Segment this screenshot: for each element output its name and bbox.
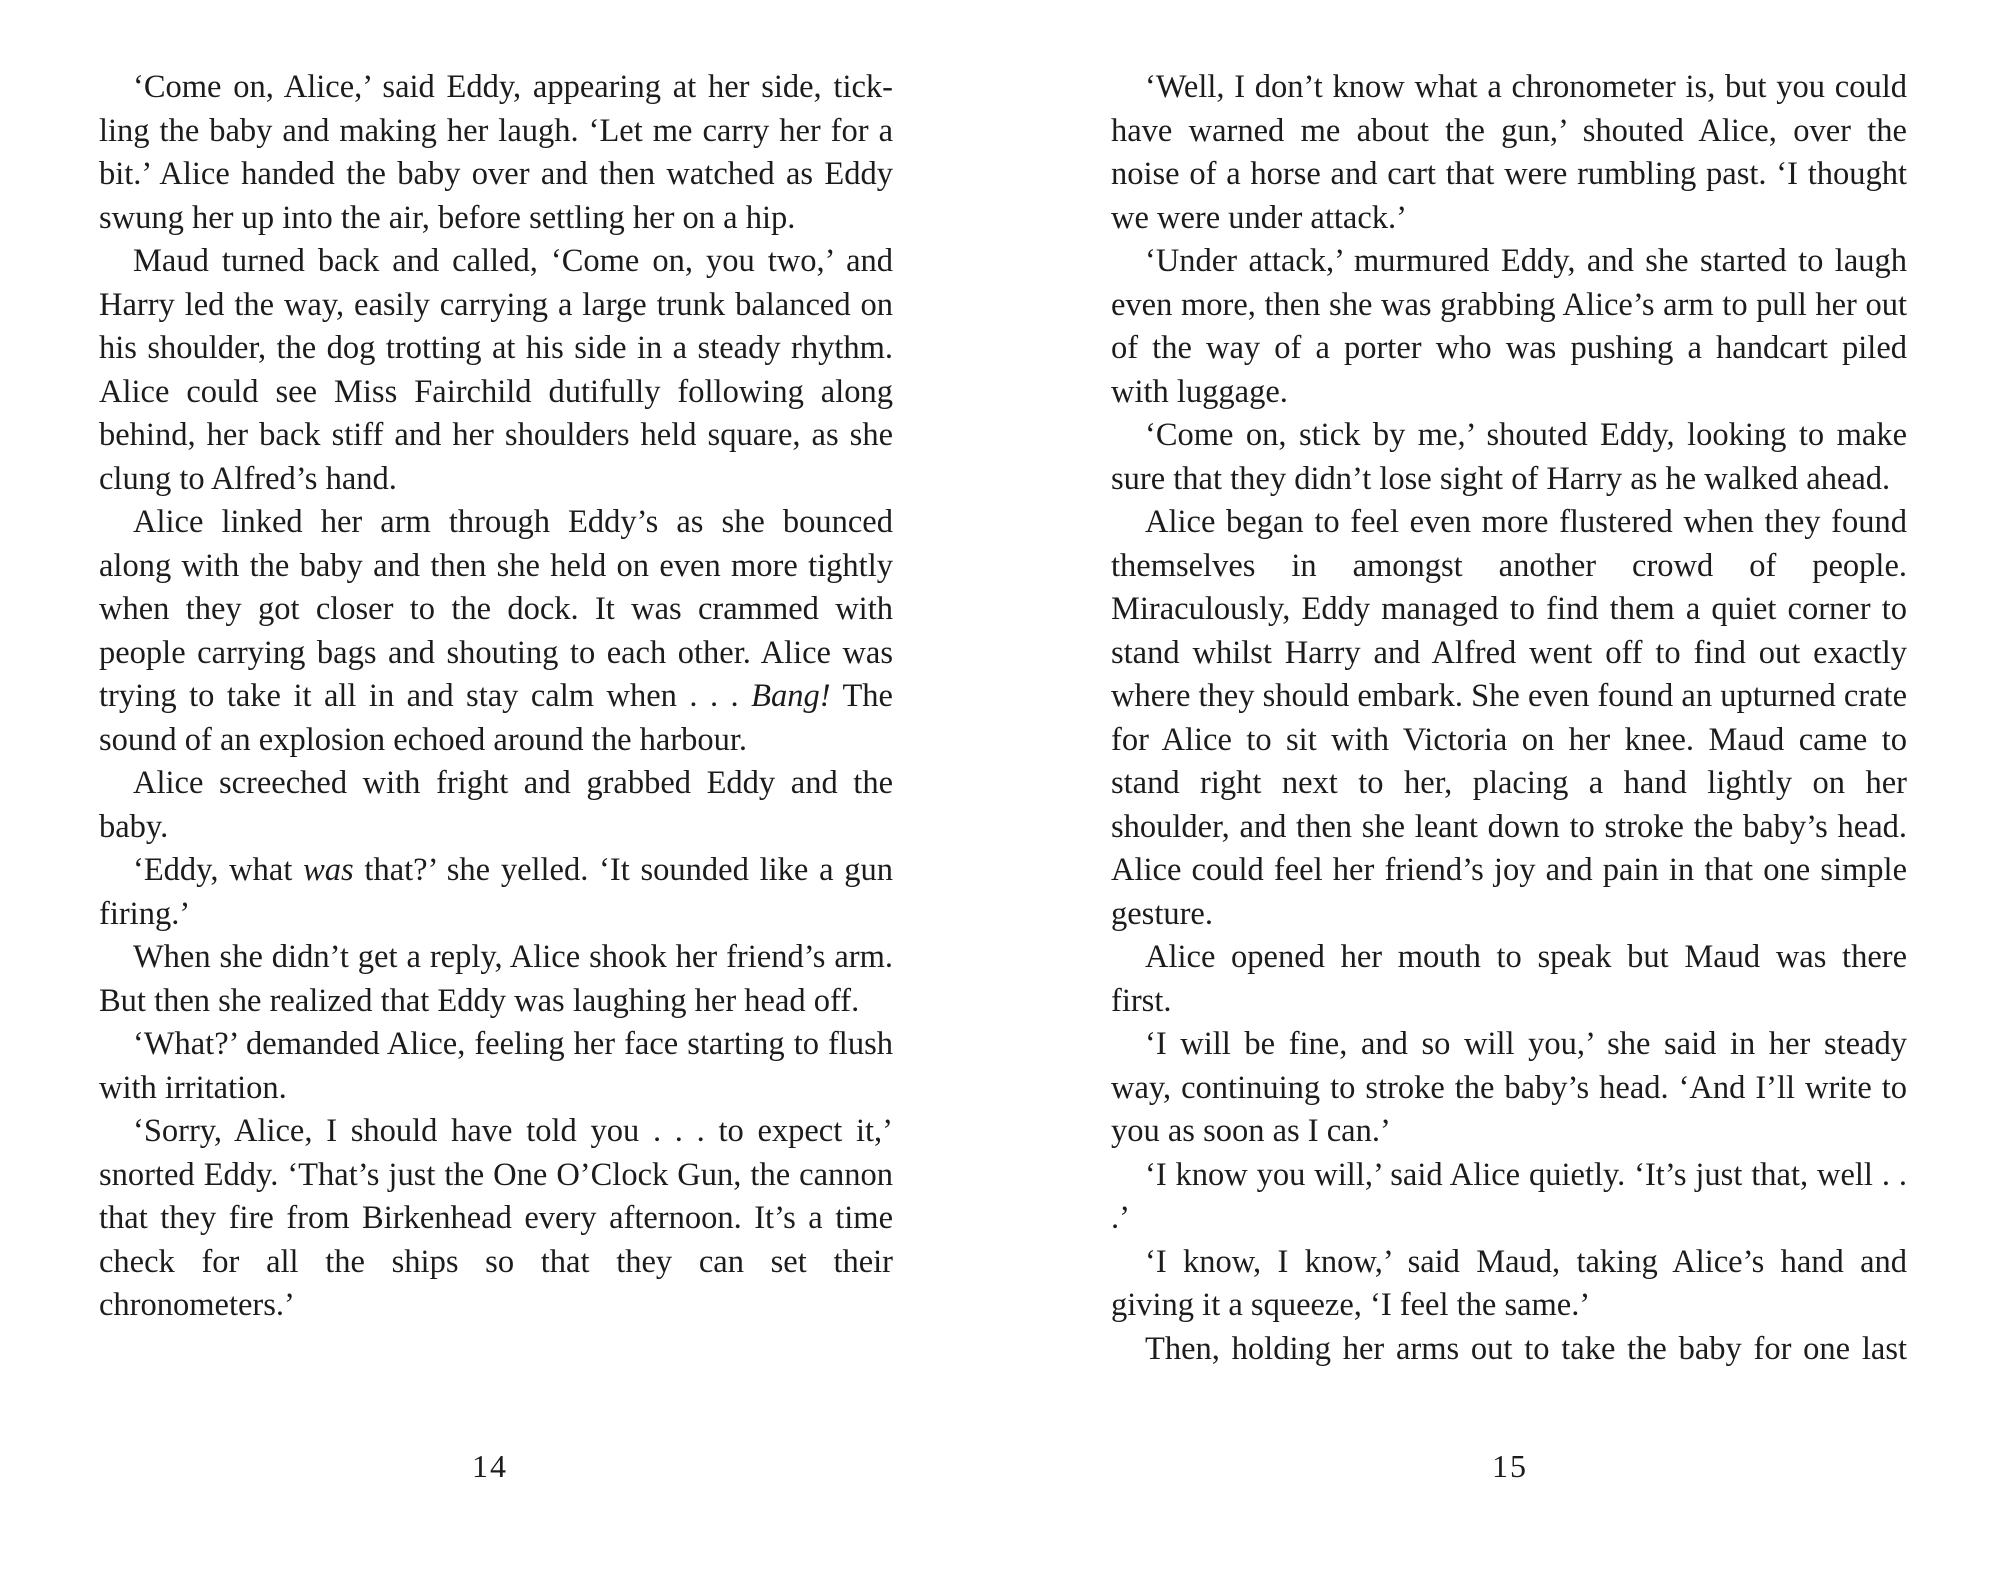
right-page-text — [1111, 66, 1907, 1371]
paragraph-text: Alice linked her arm through Eddy’s as she bounced along with the baby and then she held on even more tightly when they got closer to the dock. It was crammed with people carrying bags and shouting to each other. Alice was trying to take it all in and stay calm when . . . — [99, 504, 893, 714]
paragraph: ‘What?’ demanded Alice, feeling her face starting to flush with irritation. — [99, 1026, 893, 1106]
emphasis: was — [303, 852, 354, 888]
paragraph: ‘Under attack,’ murmured Eddy, and she started to laugh even more, then she was grabbing Alice’s arm to pull her out of the way of a porter who was pushing a handcart piled with luggage. — [1111, 243, 1907, 410]
paragraph: Alice screeched with fright and grabbed Eddy and the baby. — [99, 765, 893, 845]
paragraph-text: ‘Eddy, what — [133, 852, 304, 888]
paragraph: When she didn’t get a reply, Alice shook her friend’s arm. But then she realized that Eddy was laughing her head off. — [99, 939, 893, 1019]
paragraph: ‘Well, I don’t know what a chronometer is, but you could have warned me about the gun,’ shouted Alice, over the noise of a horse and cart that were rumbling past. ‘I thought we were under attack.’ — [1111, 69, 1907, 236]
paragraph: Then, holding her arms out to take the baby for one last — [1145, 1330, 1907, 1367]
paragraph — [99, 501, 893, 762]
paragraph: Alice began to feel even more flustered when they found themselves in amongst another crowd of people. Miraculously, Eddy managed to find them a quiet corner to stand whilst Harry and Alfred went off to find out exactly where they should embark. She even found an upturned crate for Alice to sit with Victoria on her knee. Maud came to stand right next to her, placing a hand lightly on her shoulder, and then she leant down to stroke the baby’s head. Alice could feel her friend’s joy and pain in that one simple gesture. — [1111, 504, 1907, 932]
paragraph: ‘Come on, stick by me,’ shouted Eddy, looking to make sure that they didn’t lose sight of Harry as he walked ahead. — [1111, 417, 1907, 497]
left-page-text — [99, 66, 893, 1328]
paragraph: ‘I know, I know,’ said Maud, taking Alice’s hand and giving it a squeeze, ‘I feel the same.’ — [1111, 1243, 1907, 1323]
paragraph: ‘Sorry, Alice, I should have told you . . . to expect it,’ snorted Eddy. ‘That’s just the One O’Clock Gun, the cannon that they fire from Birkenhead every afternoon. It’s a time check for all the ships so that they can set their chronometers.’ — [99, 1113, 893, 1323]
paragraph: ‘I will be fine, and so will you,’ she said in her steady way, continuing to stroke the baby’s head. ‘And I’ll write to you as soon as I can.’ — [1111, 1026, 1907, 1149]
emphasis: Bang! — [751, 678, 831, 714]
paragraph: ‘Come on, Alice,’ said Eddy, appearing at her side, tickling the baby and making her laugh. ‘Let me carry her for a bit.’ Alice handed the baby over and then watched as Eddy swung her up into the air, before settling her on a hip. — [99, 69, 893, 236]
right-page — [1000, 0, 2000, 1587]
paragraph-text: that?’ she yelled. ‘It sounded like a gun firing.’ — [99, 852, 893, 932]
page-number: 15 — [1492, 1448, 1528, 1484]
paragraph: Alice opened her mouth to speak but Maud was there first. — [1111, 939, 1907, 1019]
paragraph-text: The sound of an explosion echoed around the harbour. — [99, 678, 893, 758]
paragraph — [99, 849, 893, 936]
paragraph: ‘I know you will,’ said Alice quietly. ‘It’s just that, well . . .’ — [1111, 1156, 1907, 1236]
page-number: 14 — [472, 1448, 508, 1484]
paragraph: Maud turned back and called, ‘Come on, you two,’ and Harry led the way, easily carrying a large trunk balanced on his shoulder, the dog trotting at his side in a steady rhythm. Alice could see Miss Fairchild dutifully following along behind, her back stiff and her shoulders held square, as she clung to Alfred’s hand. — [99, 243, 893, 497]
